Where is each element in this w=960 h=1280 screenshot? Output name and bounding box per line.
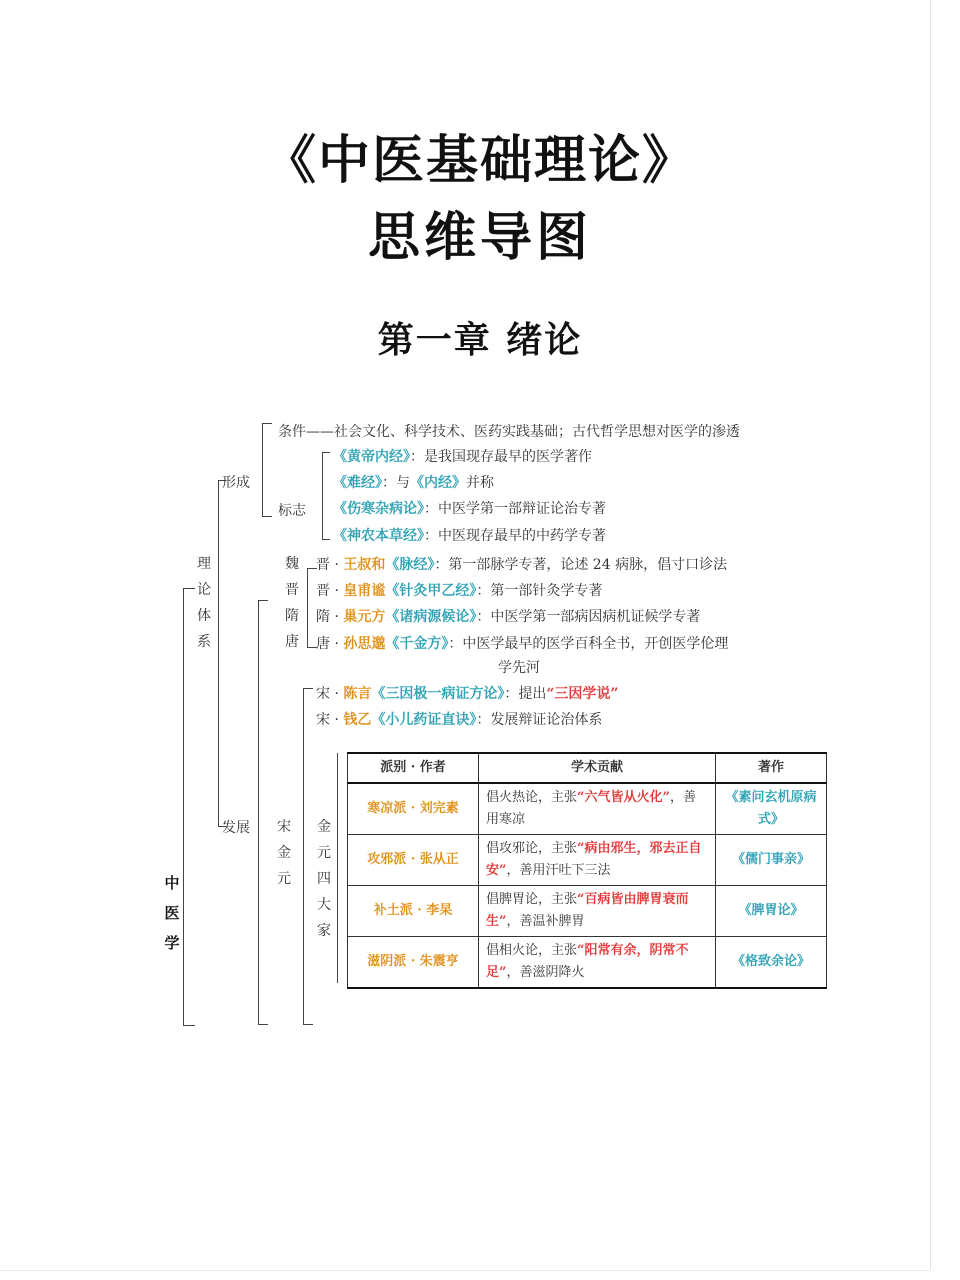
branch-lilun-label: 理论体系 (197, 556, 211, 650)
node-biaozhi: 标志 (278, 503, 306, 519)
table-row (348, 886, 827, 937)
period-songjinyuan-label: 宋金元 (277, 819, 291, 887)
contribution-cell: 倡攻邪论，主张“病由邪生，邪去正自安”，善用汗吐下三法 (479, 835, 716, 886)
song-item: 宋 · 钱乙《小儿药证直诀》：发展辩证论治体系 (316, 712, 603, 728)
page-title: 《中医基础理论》 (263, 131, 696, 191)
classic-item: 《难经》：与《内经》并称 (333, 475, 494, 491)
contribution-cell: 倡火热论，主张“六气皆从火化”，善用寒凉 (479, 783, 716, 835)
chapter-heading: 第一章 绪论 (377, 320, 583, 361)
conditions-line: 条件——社会文化、科学技术、医药实践基础；古代哲学思想对医学的渗透 (278, 424, 740, 440)
period-weijin-label: 魏晋隋唐 (285, 556, 299, 650)
bracket-lilun (218, 480, 219, 827)
four-masters-table (347, 752, 827, 989)
col-header: 著作 (716, 753, 827, 783)
bracket-xingcheng (262, 423, 263, 517)
scholar-item: 晋 · 王叔和《脉经》：第一部脉学专著，论述 24 病脉，倡寸口诊法 (316, 557, 728, 573)
scholar-item: 晋 · 皇甫谧《针灸甲乙经》：第一部针灸学专著 (316, 583, 603, 599)
root-label: 中医学 (164, 874, 180, 952)
scholar-item: 隋 · 巢元方《诸病源候论》：中医学第一部病因病机证候学专著 (316, 609, 701, 625)
school-cell: 补土派 · 李杲 (348, 886, 479, 937)
work-cell: 《脾胃论》 (716, 886, 827, 937)
bracket-weijin (307, 568, 308, 648)
table-row (348, 835, 827, 886)
classic-item: 《黄帝内经》：是我国现存最早的医学著作 (333, 449, 592, 465)
table-row (348, 937, 827, 989)
work-cell: 《格致余论》 (716, 937, 827, 989)
work-cell: 《儒门事亲》 (716, 835, 827, 886)
bracket-root (183, 588, 184, 1025)
bracket-fazhan (258, 600, 259, 1025)
scholar-item-continued: 学先河 (498, 660, 540, 676)
sidajia-label: 金元四大家 (317, 819, 331, 939)
bracket-biaozhi (322, 452, 323, 540)
table-row (348, 783, 827, 835)
bracket-sidajia (337, 753, 338, 983)
col-header: 学术贡献 (479, 753, 716, 783)
contribution-cell: 倡相火论，主张“阳常有余，阴常不足”，善滋阴降火 (479, 937, 716, 989)
song-item: 宋 · 陈言《三因极一病证方论》：提出“三因学说” (316, 686, 619, 702)
node-xingcheng: 形成 (222, 475, 250, 491)
school-cell: 攻邪派 · 张从正 (348, 835, 479, 886)
col-header: 派别 · 作者 (348, 753, 479, 783)
school-cell: 寒凉派 · 刘完素 (348, 783, 479, 835)
school-cell: 滋阴派 · 朱震亨 (348, 937, 479, 989)
node-fazhan: 发展 (222, 820, 250, 836)
classic-item: 《伤寒杂病论》：中医学第一部辩证论治专著 (333, 501, 606, 517)
scholar-item: 唐 · 孙思邈《千金方》：中医学最早的医学百科全书，开创医学伦理 (316, 636, 729, 652)
work-cell: 《素问玄机原病式》 (716, 783, 827, 835)
page-subtitle: 思维导图 (367, 208, 592, 268)
classic-item: 《神农本草经》：中医现存最早的中药学专著 (333, 528, 606, 544)
bracket-songjinyuan (303, 688, 304, 1024)
contribution-cell: 倡脾胃论，主张“百病皆由脾胃衰而生”，善温补脾胃 (479, 886, 716, 937)
